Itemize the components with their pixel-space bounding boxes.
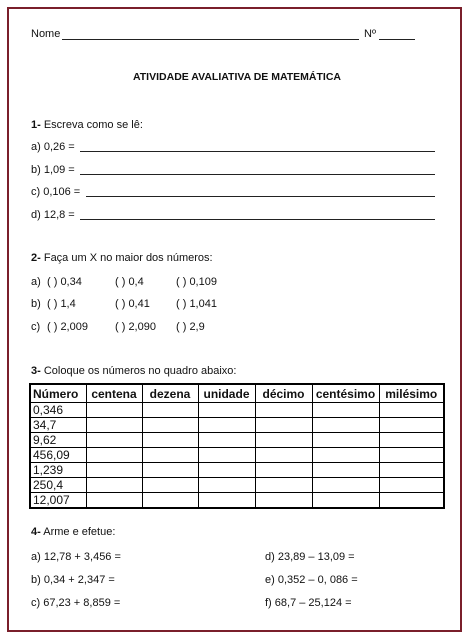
column-header-decimo: décimo [255,384,312,403]
q2-option[interactable]: ( ) 1,041 [176,298,217,310]
answer-cell[interactable] [198,403,255,418]
column-header-unidade: unidade [198,384,255,403]
q1-answer-line-b[interactable] [80,174,435,175]
number-label: Nº [364,28,376,40]
answer-cell[interactable] [255,433,312,448]
answer-cell[interactable] [198,433,255,448]
q4-item-b: b) 0,34 + 2,347 = [31,574,115,586]
table-row [30,403,444,418]
answer-cell[interactable] [142,418,198,433]
number-cell: 250,4 [30,478,86,493]
number-cell: 0,346 [30,403,86,418]
answer-cell[interactable] [379,463,444,478]
table-row [30,418,444,433]
q4-item-a: a) 12,78 + 3,456 = [31,551,121,563]
answer-cell[interactable] [255,463,312,478]
answer-cell[interactable] [86,493,142,509]
q1-item-b: b) 1,09 = [31,164,75,176]
q4-item-e: e) 0,352 – 0, 086 = [265,574,358,586]
number-cell: 12,007 [30,493,86,509]
column-header-centesimo: centésimo [312,384,379,403]
answer-cell[interactable] [379,493,444,509]
column-header-dezena: dezena [142,384,198,403]
answer-cell[interactable] [142,463,198,478]
q2-row-b-label: b) [31,298,41,310]
q1-answer-line-a[interactable] [80,151,435,152]
answer-cell[interactable] [312,433,379,448]
answer-cell[interactable] [312,418,379,433]
q2-option[interactable]: ( ) 0,34 [47,276,82,288]
q4-item-c: c) 67,23 + 8,859 = [31,597,121,609]
table-row [30,448,444,463]
answer-cell[interactable] [379,448,444,463]
column-header-numero: Número [30,384,86,403]
answer-cell[interactable] [255,493,312,509]
answer-cell[interactable] [198,463,255,478]
answer-cell[interactable] [379,418,444,433]
q2-heading: 2- Faça um X no maior dos números: [31,252,213,264]
column-header-centena: centena [86,384,142,403]
answer-cell[interactable] [312,493,379,509]
q1-answer-line-d[interactable] [80,219,435,220]
q2-option[interactable]: ( ) 2,9 [176,321,205,333]
answer-cell[interactable] [379,433,444,448]
answer-cell[interactable] [255,448,312,463]
name-field-line[interactable] [62,39,359,40]
answer-cell[interactable] [198,448,255,463]
q2-row-a-label: a) [31,276,41,288]
q2-option[interactable]: ( ) 0,41 [115,298,150,310]
answer-cell[interactable] [255,478,312,493]
answer-cell[interactable] [86,403,142,418]
answer-cell[interactable] [312,403,379,418]
q2-option[interactable]: ( ) 2,090 [115,321,156,333]
table-header-row [30,384,444,403]
answer-cell[interactable] [198,478,255,493]
q1-answer-line-c[interactable] [86,196,435,197]
q1-item-c: c) 0,106 = [31,186,81,198]
answer-cell[interactable] [312,478,379,493]
answer-cell[interactable] [379,478,444,493]
answer-cell[interactable] [142,493,198,509]
answer-cell[interactable] [255,403,312,418]
column-header-milesimo: milésimo [379,384,444,403]
q4-heading: 4- Arme e efetue: [31,526,116,538]
number-cell: 456,09 [30,448,86,463]
q2-option[interactable]: ( ) 1,4 [47,298,76,310]
number-cell: 34,7 [30,418,86,433]
q1-heading: 1- Escreva como se lê: [31,119,143,131]
answer-cell[interactable] [86,448,142,463]
q1-item-a: a) 0,26 = [31,141,75,153]
q2-option[interactable]: ( ) 0,109 [176,276,217,288]
table-row [30,478,444,493]
number-field-line[interactable] [379,39,415,40]
number-cell: 9,62 [30,433,86,448]
answer-cell[interactable] [312,448,379,463]
place-value-table [29,383,445,509]
number-cell: 1,239 [30,463,86,478]
table-row [30,493,444,509]
answer-cell[interactable] [86,478,142,493]
q3-heading: 3- Coloque os números no quadro abaixo: [31,365,237,377]
q2-row-c-label: c) [31,321,41,333]
answer-cell[interactable] [198,418,255,433]
answer-cell[interactable] [86,418,142,433]
q1-item-d: d) 12,8 = [31,209,75,221]
answer-cell[interactable] [86,433,142,448]
answer-cell[interactable] [142,448,198,463]
answer-cell[interactable] [379,403,444,418]
q4-item-f: f) 68,7 – 25,124 = [265,597,352,609]
q4-item-d: d) 23,89 – 13,09 = [265,551,355,563]
q2-option[interactable]: ( ) 2,009 [47,321,88,333]
table-row [30,463,444,478]
answer-cell[interactable] [142,433,198,448]
answer-cell[interactable] [312,463,379,478]
name-label: Nome [31,28,61,40]
table-row [30,433,444,448]
answer-cell[interactable] [255,418,312,433]
answer-cell[interactable] [142,403,198,418]
answer-cell[interactable] [198,493,255,509]
page-title: ATIVIDADE AVALIATIVA DE MATEMÁTICA [132,71,342,83]
q2-option[interactable]: ( ) 0,4 [115,276,144,288]
answer-cell[interactable] [86,463,142,478]
answer-cell[interactable] [142,478,198,493]
